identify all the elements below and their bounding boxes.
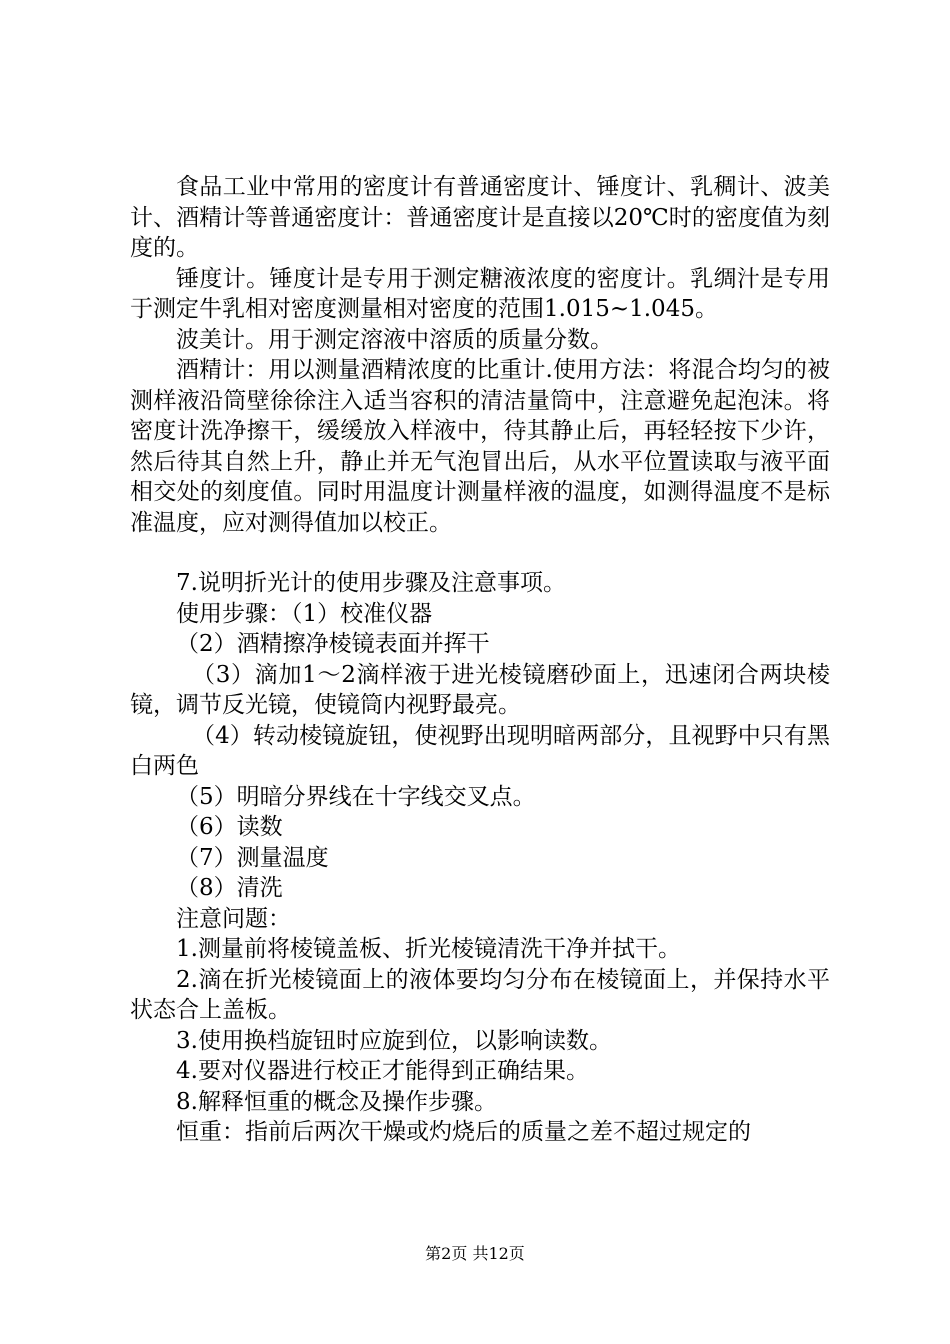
note-4: 4.要对仪器进行校正才能得到正确结果。 bbox=[176, 1058, 589, 1084]
paragraph-alcohol-meter: 酒精计：用以测量酒精浓度的比重计.使用方法：将混合均匀的被测样液沿筒壁徐徐注入适当容积的清洁量筒中，注意避免起泡沫。将密度计洗净擦干，缓缓放入样液中，待其静止后，再轻轻按下少许，然后待其自然上升，静止并无气泡冒出后，从水平位置读取与液平面相交处的刻度值。同时用温度计测量样液的温度，如测得温度不是标准温度，应对测得值加以校正。 bbox=[130, 357, 830, 536]
step-5: （5）明暗分界线在十字线交叉点。 bbox=[176, 783, 536, 810]
step-4: （4）转动棱镜旋钮，使视野出现明暗两部分，且视野中只有黑白两色 bbox=[130, 722, 830, 779]
note-3: 3.使用换档旋钮时应旋到位，以影响读数。 bbox=[176, 1027, 612, 1054]
step-6: （6）读数 bbox=[176, 814, 283, 840]
step-7: （7）测量温度 bbox=[176, 844, 329, 871]
usage-steps-heading: 使用步骤：（1）校准仪器 bbox=[176, 600, 433, 627]
question-7-heading: 7.说明折光计的使用步骤及注意事项。 bbox=[176, 570, 566, 596]
note-2: 2.滴在折光棱镜面上的液体要均匀分布在棱镜面上，并保持水平状态合上盖板。 bbox=[130, 966, 830, 1023]
paragraph-gap bbox=[130, 538, 830, 568]
question-8-heading: 8.解释恒重的概念及操作步骤。 bbox=[176, 1088, 497, 1115]
page-number-footer: 第2页 共12页 bbox=[425, 1244, 525, 1263]
paragraph-baume-meter: 波美计。用于测定溶液中溶质的质量分数。 bbox=[176, 326, 613, 353]
notes-heading: 注意问题： bbox=[176, 905, 291, 932]
step-2: （2）酒精擦净棱镜表面并挥干 bbox=[176, 631, 490, 657]
constant-weight-definition: 恒重：指前后两次干燥或灼烧后的质量之差不超过规定的 bbox=[176, 1119, 751, 1145]
note-1: 1.测量前将棱镜盖板、折光棱镜清洗干净并拭干。 bbox=[176, 936, 681, 962]
document-body bbox=[130, 172, 830, 1148]
step-8: （8）清洗 bbox=[176, 875, 283, 901]
step-3: （3）滴加1～2滴样液于进光棱镜磨砂面上，迅速闭合两块棱镜，调节反光镜，使镜筒内视野最亮。 bbox=[130, 661, 830, 718]
paragraph-brix-meter: 锤度计。锤度计是专用于测定糖液浓度的密度计。乳绸汁是专用于测定牛乳相对密度测量相对密度的范围1.015~1.045。 bbox=[130, 265, 830, 322]
paragraph-density-meters: 食品工业中常用的密度计有普通密度计、锤度计、乳稠计、波美计、酒精计等普通密度计：普通密度计是直接以20℃时的密度值为刻度的。 bbox=[130, 174, 830, 261]
